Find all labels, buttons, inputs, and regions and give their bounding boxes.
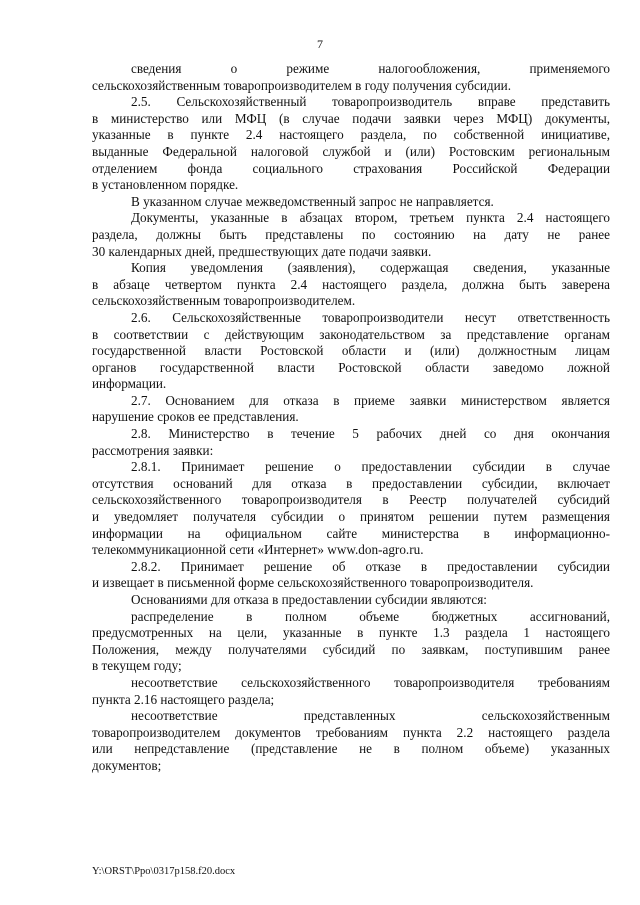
text-line: сведения о режиме налогообложения, применяемого <box>131 61 610 76</box>
text-line: в установленном порядке. <box>92 177 239 193</box>
page-number: 7 <box>317 37 323 51</box>
text-line: 2.8.1. Принимает решение о предоставлении субсидии в случае <box>131 459 610 475</box>
text-line: и уведомляет получателя субсидии о принятом решении путем размещения <box>92 509 610 525</box>
text-line: или непредставление (представление не в полном объеме) указанных <box>92 741 610 757</box>
text-line: информации на официальном сайте министерства в информационно- <box>92 525 610 541</box>
text-line: указанные в пункте 2.4 настоящего раздела, по собственной инициативе, <box>92 127 610 143</box>
text-line: В указанном случае межведомственный запрос не направляется. <box>131 193 494 209</box>
text-line: 2.7. Основанием для отказа в приеме заявки министерством является <box>131 392 610 408</box>
text-line: сельскохозяйственного товаропроизводителя в Реестр получателей субсидий <box>92 492 610 508</box>
text-line: 2.8.2. Принимает решение об отказе в предоставлении субсидии <box>131 558 610 574</box>
text-line: отсутствия оснований для отказа в предоставлении субсидии, включает <box>92 475 610 491</box>
text-line: Основаниями для отказа в предоставлении субсидии являются: <box>131 592 487 607</box>
text-line: органов государственной власти Ростовской области заведомо ложной <box>92 359 610 375</box>
text-line: раздела, должны быть представлены по состоянию на дату не ранее <box>92 226 610 242</box>
text-line: 30 календарных дней, предшествующих дате подачи заявки. <box>92 243 432 259</box>
text-line: документов; <box>92 757 162 773</box>
text-line: нарушение сроков ее представления. <box>92 409 299 425</box>
text-line: сельскохозяйственным товаропроизводителем. <box>92 293 356 309</box>
text-line: Документы, указанные в абзацах втором, третьем пункта 2.4 настоящего <box>131 210 610 226</box>
text-line: 2.5. Сельскохозяйственный товаропроизводитель вправе представить <box>131 94 610 110</box>
text-line: предусмотренных на цели, указанные в пункте 1.3 раздела 1 настоящего <box>92 625 610 641</box>
text-line: в абзаце четвертом пункта 2.4 настоящего раздела, должна быть заверена <box>92 276 610 292</box>
text-line: и извещает в письменной форме сельскохозяйственного товаропроизводителя. <box>92 575 534 591</box>
text-line: телекоммуникационной сети «Интернет» www.don-agro.ru. <box>92 542 424 558</box>
text-line: выданные Федеральной налоговой службой и (или) Ростовским региональным <box>92 143 610 159</box>
footer-file-path: Y:\ORST\Ppo\0317p158.f20.docx <box>92 866 236 877</box>
text-line: в соответствии с действующим законодательством за представление органам <box>92 326 610 342</box>
text-line: рассмотрения заявки: <box>92 442 214 458</box>
text-line: сельскохозяйственным товаропроизводителем в году получения субсидии. <box>92 77 512 93</box>
text-line: несоответствие представленных сельскохозяйственным <box>131 708 610 724</box>
text-line: 2.8. Министерство в течение 5 рабочих дней со дня окончания <box>131 426 610 442</box>
text-line: распределение в полном объеме бюджетных ассигнований, <box>131 608 610 624</box>
text-line: товаропроизводителем документов требованиям пункта 2.2 настоящего раздела <box>92 724 610 740</box>
text-line: в министерство или МФЦ (в случае подачи заявки через МФЦ) документы, <box>92 110 610 126</box>
text-line: отделением фонда социального страхования Российской Федерации <box>92 160 610 176</box>
text-line: информации. <box>92 376 167 392</box>
text-line: государственной власти Ростовской области и (или) должностным лицам <box>92 343 610 359</box>
text-line: пункта 2.16 настоящего раздела; <box>92 691 275 707</box>
document-body <box>92 61 610 775</box>
text-line: несоответствие сельскохозяйственного товаропроизводителя требованиям <box>131 674 610 690</box>
text-line: 2.6. Сельскохозяйственные товаропроизводители несут ответственность <box>131 309 610 325</box>
text-line: в текущем году; <box>92 658 182 674</box>
text-line: Положения, между получателями субсидий по заявкам, поступившим ранее <box>92 641 610 657</box>
text-line: Копия уведомления (заявления), содержащая сведения, указанные <box>131 260 610 276</box>
